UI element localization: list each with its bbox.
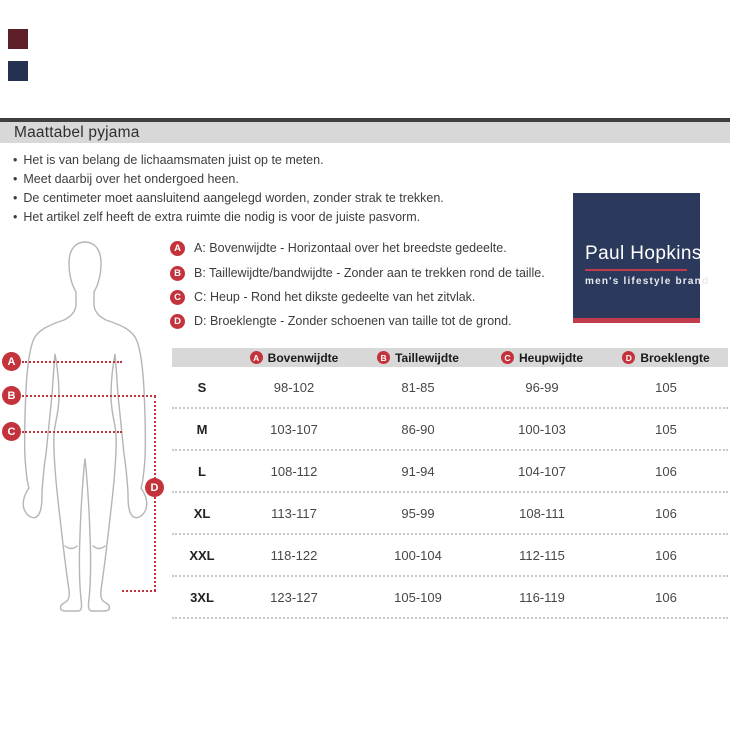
intro-bullet-list (13, 151, 444, 227)
bullet-dot: • (13, 191, 18, 205)
table-row (172, 493, 728, 535)
value-cell: 116-119 (519, 589, 565, 605)
legend-text: D: Broeklengte - Zonder schoenen van taille tot de grond. (194, 314, 512, 328)
measure-line-a (22, 361, 122, 363)
value-cell: 105-109 (394, 589, 442, 605)
size-table-header (172, 348, 728, 367)
letter-badge-icon: C (170, 290, 185, 305)
brand-logo (573, 193, 710, 323)
legend-item-a (170, 240, 507, 256)
value-cell: 106 (655, 463, 677, 479)
table-row (172, 367, 728, 409)
value-cell: 108-112 (270, 463, 318, 479)
value-cell: 81-85 (401, 379, 435, 395)
letter-badge-icon: D (622, 351, 635, 364)
legend-item-d (170, 313, 512, 329)
figure-badge-a: A (2, 352, 21, 371)
legend-item-b (170, 265, 545, 281)
value-cell: 100-104 (394, 547, 442, 563)
value-cell: 104-107 (518, 463, 566, 479)
header-cell (356, 351, 480, 365)
value-cell: 105 (655, 379, 677, 395)
page-title: Maattabel pyjama (14, 123, 140, 141)
bullet-dot: • (13, 172, 18, 186)
legend-text: B: Taillewijdte/bandwijdte - Zonder aan te trekken rond de taille. (194, 266, 545, 280)
intro-bullet: • Meet daarbij over het ondergoed heen. (13, 172, 239, 186)
measure-line-c (22, 431, 122, 433)
value-cell: 86-90 (401, 421, 435, 437)
letter-badge-icon: C (501, 351, 514, 364)
size-cell: XXL (189, 547, 215, 563)
measure-line-b (22, 395, 156, 397)
value-cell: 123-127 (270, 589, 318, 605)
figure-badge-b: B (2, 386, 21, 405)
intro-bullet: • Het artikel zelf heeft de extra ruimte die nodig is voor de juiste pasvorm. (13, 210, 421, 224)
letter-badge-icon: A (170, 241, 185, 256)
brand-red-strip (573, 318, 700, 323)
size-cell: 3XL (190, 589, 214, 605)
value-cell: 91-94 (401, 463, 435, 479)
value-cell: 106 (655, 547, 677, 563)
letter-badge-icon: B (377, 351, 390, 364)
letter-badge-icon: D (170, 314, 185, 329)
letter-badge-icon: A (250, 351, 263, 364)
legend-text: A: Bovenwijdte - Horizontaal over het breedste gedeelte. (194, 241, 507, 255)
size-cell: M (196, 421, 208, 437)
value-cell: 98-102 (273, 379, 315, 395)
letter-badge-icon: B (170, 266, 185, 281)
value-cell: 100-103 (518, 421, 566, 437)
intro-bullet: • De centimeter moet aansluitend aangelegd worden, zonder strak te trekken. (13, 191, 444, 205)
column-label: Taillewijdte (395, 350, 459, 365)
value-cell: 112-115 (519, 547, 565, 563)
header-cell (480, 351, 604, 365)
registered-mark: ® (701, 246, 708, 253)
table-row (172, 409, 728, 451)
size-cell: S (197, 379, 207, 395)
value-cell: 95-99 (401, 505, 435, 521)
value-cell: 106 (655, 505, 677, 521)
intro-bullet: • Het is van belang de lichaamsmaten juist op te meten. (13, 153, 324, 167)
legend-text: C: Heup - Rond het dikste gedeelte van het zitvlak. (194, 290, 476, 304)
size-table (172, 348, 728, 619)
size-cell: L (198, 463, 206, 479)
corner-swatch-red (8, 29, 28, 49)
table-row (172, 451, 728, 493)
brand-name: Paul Hopkins® (585, 243, 708, 264)
brand-rule (585, 269, 687, 271)
value-cell: 96-99 (525, 379, 559, 395)
value-cell: 103-107 (270, 421, 318, 437)
value-cell: 113-117 (271, 505, 317, 521)
column-label: Bovenwijdte (267, 350, 339, 365)
body-silhouette-illustration (0, 230, 170, 615)
legend-item-c (170, 289, 475, 305)
corner-swatch-navy (8, 61, 28, 81)
measure-line-d-foot (122, 590, 156, 592)
value-cell: 106 (655, 589, 677, 605)
size-cell: XL (193, 505, 211, 521)
header-cell (604, 351, 728, 365)
table-row (172, 577, 728, 619)
header-cell (232, 351, 356, 365)
bullet-dot: • (13, 210, 18, 224)
title-bar (0, 122, 730, 143)
value-cell: 118-122 (270, 547, 318, 563)
bullet-dot: • (13, 153, 18, 167)
value-cell: 105 (655, 421, 677, 437)
figure-badge-d: D (145, 478, 164, 497)
table-row (172, 535, 728, 577)
figure-badge-c: C (2, 422, 21, 441)
value-cell: 108-111 (519, 505, 565, 521)
brand-panel (573, 193, 710, 318)
column-label: Broeklengte (640, 350, 710, 365)
brand-tagline: men's lifestyle brand (585, 276, 710, 287)
column-label: Heupwijdte (518, 350, 583, 365)
